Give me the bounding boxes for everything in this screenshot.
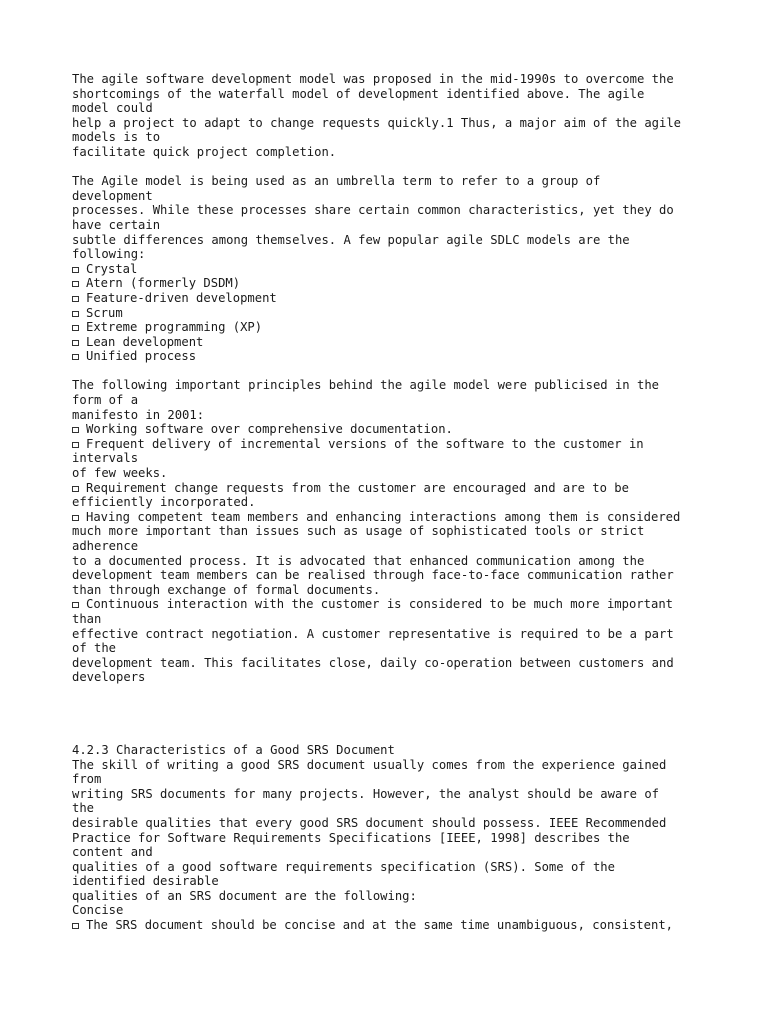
paragraph-agile-umbrella <box>72 174 712 262</box>
text-line: manifesto in 2001: <box>72 407 205 422</box>
list-item <box>72 481 712 496</box>
text-line: development <box>72 188 153 203</box>
list-item-continued: than <box>72 611 102 626</box>
text-line: qualities of a good software requirements specification (SRS). Some of the <box>72 859 615 874</box>
bullet-square-icon <box>72 442 79 448</box>
list-item-continued: of few weeks. <box>72 466 168 481</box>
bullet-square-icon <box>72 486 79 492</box>
list-item-continued: effective contract negotiation. A customer representative is required to be a part <box>72 626 674 641</box>
list-item-continued: than through exchange of formal documents. <box>72 582 381 597</box>
list-item <box>72 437 712 452</box>
bullet-square-icon <box>72 602 79 608</box>
text-line: Practice for Software Requirements Specifications [IEEE, 1998] describes the <box>72 830 630 845</box>
bullet-square-icon <box>72 515 79 521</box>
text-line: processes. While these processes share certain common characteristics, yet they do <box>72 203 674 218</box>
list-item-text: Lean development <box>86 334 204 349</box>
list-item-text: Having competent team members and enhancing interactions among them is considered <box>86 509 681 524</box>
list-item-text: Atern (formerly DSDM) <box>86 276 241 291</box>
text-line: form of a <box>72 393 139 408</box>
list-item-continued: efficiently incorporated. <box>72 495 256 510</box>
list-item-continued: development team members can be realised through face-to-face communication rather <box>72 568 674 583</box>
paragraph-agile-intro <box>72 72 712 160</box>
list-item-text: Continuous interaction with the customer is considered to be much more important <box>86 597 673 612</box>
text-line: the <box>72 801 95 816</box>
list-item <box>72 349 712 364</box>
list-item-text: The SRS document should be concise and at the same time unambiguous, consistent, <box>86 918 673 933</box>
text-line: The skill of writing a good SRS document usually comes from the experience gained <box>72 757 667 772</box>
section-gap <box>72 685 712 743</box>
list-item-text: Requirement change requests from the customer are encouraged and are to be <box>86 480 629 495</box>
bullet-square-icon <box>72 296 79 302</box>
list-item-continued: developers <box>72 670 146 685</box>
list-item-continued: development team. This facilitates close, daily co-operation between customers and <box>72 655 674 670</box>
text-line: facilitate quick project completion. <box>72 144 337 159</box>
text-line: shortcomings of the waterfall model of development identified above. The agile <box>72 86 645 101</box>
list-item-continued: much more important than issues such as usage of sophisticated tools or strict <box>72 524 645 539</box>
text-line: The following important principles behind the agile model were publicised in the <box>72 378 659 393</box>
list-item-continued: adherence <box>72 539 139 553</box>
bullet-square-icon <box>72 354 79 360</box>
text-line: qualities of an SRS document are the following: <box>72 888 417 903</box>
list-item-text: Unified process <box>86 349 197 364</box>
agile-models-list <box>72 262 712 364</box>
paragraph-gap <box>72 160 712 175</box>
list-item-text: Working software over comprehensive documentation. <box>86 422 453 437</box>
list-item-continued: intervals <box>72 451 139 466</box>
paragraph-manifesto <box>72 378 712 422</box>
list-item <box>72 276 712 291</box>
section-srs <box>72 743 712 933</box>
bullet-square-icon <box>72 427 79 433</box>
text-line: model could <box>72 101 153 116</box>
list-item-text: Feature-driven development <box>86 290 277 305</box>
text-line: writing SRS documents for many projects. However, the analyst should be aware of <box>72 786 659 801</box>
text-line: have certain <box>72 217 161 232</box>
bullet-square-icon <box>72 281 79 287</box>
text-line: identified desirable <box>72 874 219 889</box>
list-item <box>72 597 712 612</box>
list-item <box>72 291 712 306</box>
bullet-square-icon <box>72 267 79 273</box>
bullet-square-icon <box>72 311 79 317</box>
text-line: models is to <box>72 130 161 145</box>
list-item <box>72 320 712 335</box>
text-line: The agile software development model was proposed in the mid-1990s to overcome the <box>72 72 674 86</box>
bullet-square-icon <box>72 325 79 331</box>
text-line: from <box>72 772 102 787</box>
list-item-continued: of the <box>72 641 117 656</box>
text-line: subtle differences among themselves. A few popular agile SDLC models are the <box>72 232 630 247</box>
list-item-text: Scrum <box>86 305 123 320</box>
list-item <box>72 918 712 933</box>
text-line: desirable qualities that every good SRS document should possess. IEEE Recommended <box>72 815 667 830</box>
document-page <box>72 72 712 933</box>
list-item <box>72 262 712 277</box>
list-item <box>72 306 712 321</box>
text-line: content and <box>72 845 153 860</box>
bullet-square-icon <box>72 923 79 929</box>
text-line: The Agile model is being used as an umbrella term to refer to a group of <box>72 174 601 189</box>
text-line: following: <box>72 247 146 262</box>
list-item <box>72 422 712 437</box>
bullet-square-icon <box>72 340 79 346</box>
list-item <box>72 510 712 525</box>
list-item-text: Frequent delivery of incremental versions of the software to the customer in <box>86 436 644 451</box>
text-line: help a project to adapt to change requests quickly.1 Thus, a major aim of the agile <box>72 115 682 130</box>
list-item-text: Extreme programming (XP) <box>86 320 263 335</box>
principles-list <box>72 422 712 685</box>
section-heading: 4.2.3 Characteristics of a Good SRS Document <box>72 742 395 757</box>
paragraph-gap <box>72 364 712 379</box>
subheading: Concise <box>72 903 124 918</box>
list-item <box>72 335 712 350</box>
list-item-continued: to a documented process. It is advocated that enhanced communication among the <box>72 553 645 568</box>
list-item-text: Crystal <box>86 261 138 276</box>
